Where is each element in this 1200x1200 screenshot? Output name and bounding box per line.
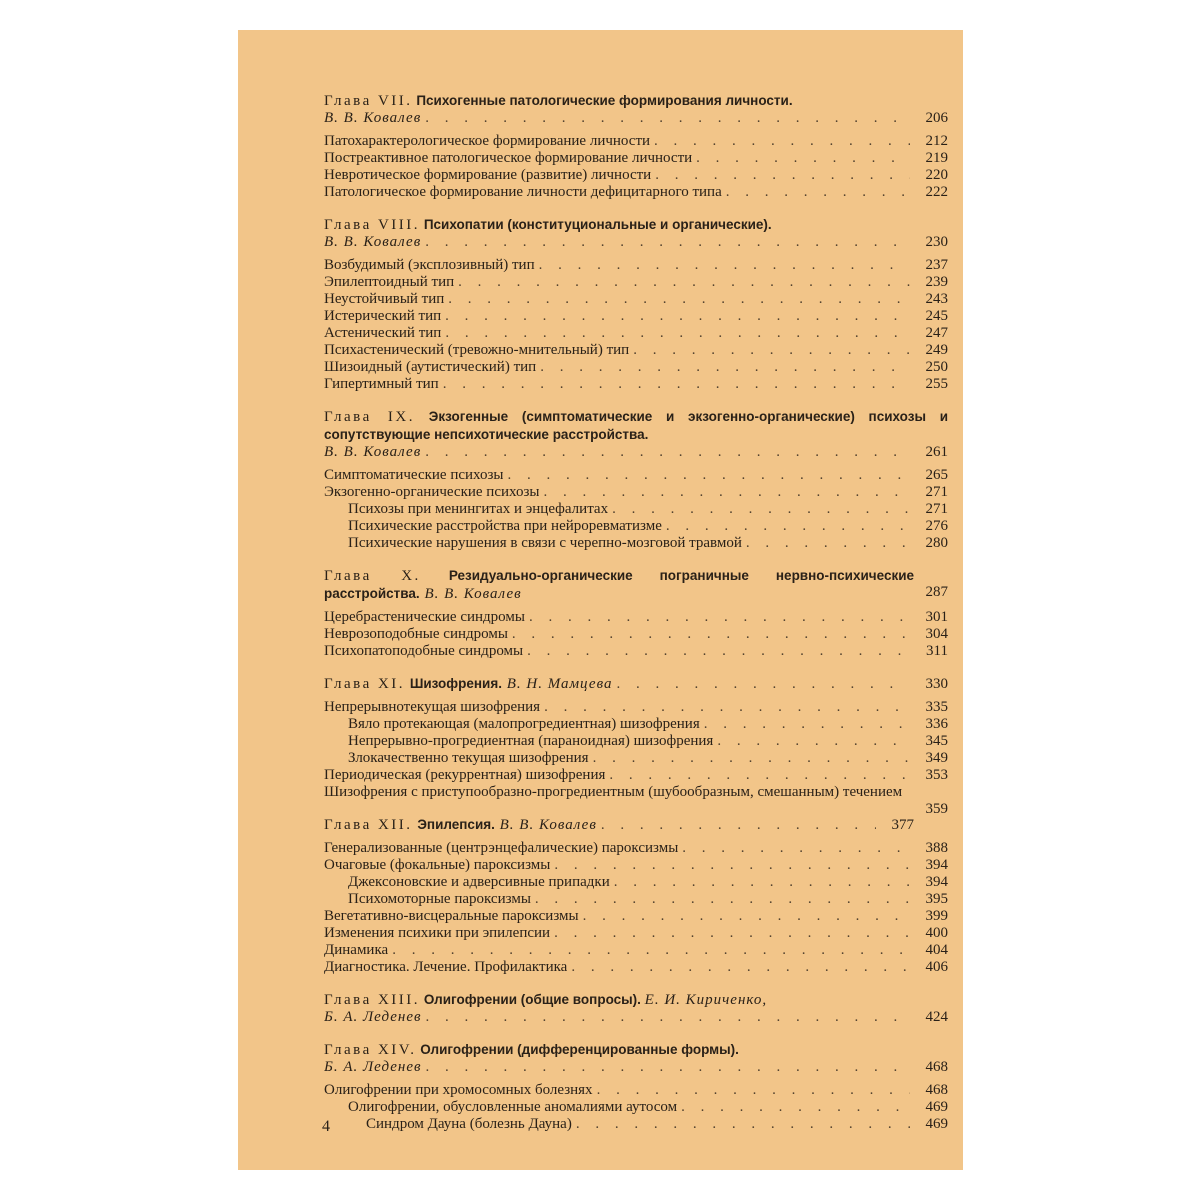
page-ref: 424 [925,1009,948,1025]
toc-entry[interactable] [324,291,948,308]
toc-entry-title: Непрерывно-прогредиентная (параноидная) шизофрения [348,733,714,749]
toc-entry-title: Вяло протекающая (малопрогредиентная) шизофрения [348,716,700,732]
toc-entry-title: Психические расстройства при нейроревматизме [348,518,662,534]
dot-leader [614,874,910,891]
page-ref: 239 [925,274,948,290]
toc-entry-title: Шизофрения с приступообразно-прогредиентным (шубообразным, смешанным) течением [324,784,903,800]
chapter-author: В. В. Ковалев [424,586,522,602]
dot-leader [576,1116,910,1133]
chapter-label: Глава VIII. [324,217,421,233]
chapter-heading [324,567,948,603]
chapter-title: Шизофрения. [409,676,502,691]
page-ref: 250 [925,359,948,375]
toc-entry[interactable] [324,501,948,518]
page-ref: 388 [925,840,948,856]
toc-entry-title: Истерический тип [324,308,442,324]
toc-entry[interactable] [324,150,948,167]
dot-leader [507,467,910,484]
dot-leader [554,857,910,874]
chapter-title: Экзогенные (симптоматические и экзогенно-органические) психозы и сопутствующие непсихотические расстройства. [324,409,948,442]
page-ref: 219 [925,150,948,166]
dot-leader [425,234,910,251]
dot-leader [426,1059,911,1076]
toc-entry-title: Неврозоподобные синдромы [324,626,508,642]
page-ref: 335 [925,699,948,715]
dot-leader [443,376,910,393]
chapter-entries [324,133,948,201]
page-ref: 399 [925,908,948,924]
page-ref: 265 [925,467,948,483]
dot-leader [666,518,910,535]
page-ref: 220 [925,167,948,183]
toc-entry[interactable] [324,308,948,325]
dot-leader [655,167,910,184]
chapter-label: Глава IX. [324,409,416,425]
toc-entry-title: Психозы при менингитах и энцефалитах [348,501,609,517]
chapter-entries [324,257,948,393]
chapter-label: Глава XIV. [324,1042,417,1058]
chapter-heading [324,816,914,834]
chapter-author: В. В. Ковалев [324,234,422,250]
page-ref: 349 [925,750,948,766]
page-ref: 330 [925,676,948,692]
toc-entry[interactable] [324,716,948,733]
chapter-author: В. В. Ковалев [324,444,422,460]
chapter-title: Психопатии (конституциональные и органические). [423,217,772,232]
page-ref: 377 [891,817,914,833]
dot-leader [717,733,910,750]
dot-leader [445,325,910,342]
dot-leader [445,308,910,325]
toc-entry-title: Динамика [324,942,389,958]
dot-leader [426,1009,911,1026]
toc-entry[interactable] [324,784,948,817]
page-ref: 287 [925,584,948,600]
toc-entry[interactable] [324,609,948,626]
toc-entry-title: Олигофрении, обусловленные аномалиями аутосом [348,1099,678,1115]
toc-entry-title: Психастенический (тревожно-мнительный) тип [324,342,630,358]
toc-entry[interactable] [324,750,948,767]
chapter-author: Б. А. Леденев [324,1059,422,1075]
page-number: 4 [322,1118,330,1135]
dot-leader [535,891,910,908]
toc-entry-title: Экзогенно-органические психозы [324,484,540,500]
page-ref: 301 [925,609,948,625]
toc-entry-title: Изменения психики при эпилепсии [324,925,551,941]
dot-leader [597,1082,910,1099]
toc-entry[interactable] [324,959,948,976]
toc-entry[interactable] [324,1082,948,1099]
page-ref: 247 [925,325,948,341]
dot-leader [540,359,910,376]
chapter-title: Олигофрении (общие вопросы). [423,992,641,1007]
page-ref: 359 [925,801,948,817]
dot-leader [458,274,910,291]
chapter [324,816,948,976]
page-ref: 249 [925,342,948,358]
chapter-heading [324,991,948,1009]
chapter-author: В. В. Ковалев [324,110,422,126]
chapter-author-row [324,1059,948,1076]
chapter-title: Олигофрении (дифференцированные формы). [420,1042,739,1057]
page-ref: 237 [925,257,948,273]
toc-entry-title: Эпилептоидный тип [324,274,455,290]
page-ref: 336 [925,716,948,732]
chapter-author: В. Н. Мамцева [506,676,613,692]
page-ref: 222 [925,184,948,200]
toc-entry-title: Непрерывнотекущая шизофрения [324,699,541,715]
toc-entry[interactable] [324,733,948,750]
chapter-title: Эпилепсия. [417,817,495,832]
toc-entry-title: Церебрастенические синдромы [324,609,525,625]
toc-entry-title: Патохарактерологическое формирование личности [324,133,651,149]
toc-entry[interactable] [324,376,948,393]
page-ref: 271 [925,484,948,500]
page-ref: 469 [925,1116,948,1132]
toc-entry-title: Астенический тип [324,325,442,341]
page-ref: 304 [925,626,948,642]
toc-entry[interactable] [324,908,948,925]
toc-entry-title: Джексоновские и адверсивные припадки [348,874,610,890]
toc-entry[interactable] [324,359,948,376]
toc-entry-title: Гипертимный тип [324,376,439,392]
chapter-label: Глава XI. [324,676,406,692]
dot-leader [425,444,910,461]
page-ref: 276 [925,518,948,534]
page-ref: 345 [925,733,948,749]
page-ref: 468 [925,1059,948,1075]
dot-leader [512,626,910,643]
dot-leader [681,1099,910,1116]
chapter-title: Резидуально-органические пограничные нервно-психические расстройства. [324,568,915,601]
toc-entry[interactable] [324,942,948,959]
dot-leader [682,840,910,857]
chapter [324,92,948,201]
dot-leader [609,767,910,784]
toc-entry[interactable] [324,767,948,784]
page-ref: 230 [925,234,948,250]
page-ref: 468 [925,1082,948,1098]
chapter-entries [324,840,948,976]
dot-leader [425,110,910,127]
dot-leader [617,676,911,693]
chapter-label: Глава X. [324,568,421,584]
toc-entry[interactable] [324,167,948,184]
page-ref: 406 [925,959,948,975]
toc-entry-title: Олигофрении при хромосомных болезнях [324,1082,593,1098]
chapter-title: Психогенные патологические формирования личности. [416,93,793,108]
page-ref: 469 [925,1099,948,1115]
toc-entry[interactable] [324,518,948,535]
dot-leader [571,959,910,976]
toc-entry[interactable] [324,274,948,291]
dot-leader [633,342,910,359]
dot-leader [543,484,910,501]
page-ref: 395 [925,891,948,907]
dot-leader [746,535,910,552]
dot-leader [539,257,910,274]
page-ref: 394 [925,857,948,873]
chapter-entries [324,609,948,660]
chapter [324,567,948,660]
chapter-heading [324,1041,948,1059]
chapter-author: В. В. Ковалев [499,817,597,833]
dot-leader [593,750,910,767]
toc-entry[interactable] [324,325,948,342]
chapter-author: Б. А. Леденев [324,1009,422,1025]
toc-entry[interactable] [324,857,948,874]
toc-entry-title: Психопатоподобные синдромы [324,643,524,659]
toc-entry[interactable] [324,342,948,359]
toc-entry[interactable] [324,1099,948,1116]
dot-leader [654,133,910,150]
page-ref: 243 [925,291,948,307]
chapter [324,216,948,393]
page-ref: 400 [925,925,948,941]
toc-entry-title: Злокачественно текущая шизофрения [348,750,589,766]
dot-leader [529,609,910,626]
toc-entry-title: Очаговые (фокальные) пароксизмы [324,857,551,873]
toc-entry[interactable] [324,699,948,716]
toc-entry[interactable] [324,257,948,274]
toc-entry-title: Симптоматические психозы [324,467,504,483]
toc-entry-title: Диагностика. Лечение. Профилактика [324,959,568,975]
chapter-author-row [324,234,948,251]
toc-entry-title: Шизоидный (аутистический) тип [324,359,537,375]
toc-entry[interactable] [324,925,948,942]
page-ref: 261 [925,444,948,460]
chapter [324,1041,948,1133]
toc-entry[interactable] [324,874,948,891]
page-ref: 394 [925,874,948,890]
toc-entry-title: Синдром Дауна (болезнь Дауна) [366,1116,572,1132]
toc-entry-title: Психические нарушения в связи с черепно-мозговой травмой [348,535,742,551]
dot-leader [448,291,910,308]
chapter-label: Глава XII. [324,817,413,833]
page-ref: 404 [925,942,948,958]
toc-entry-title: Невротическое формирование (развитие) личности [324,167,652,183]
toc-entry-title: Возбудимый (эксплозивный) тип [324,257,535,273]
page-ref: 280 [925,535,948,551]
table-of-contents [324,92,948,1133]
chapter-label: Глава VII. [324,93,413,109]
book-page [238,30,963,1170]
chapter-entries [324,699,948,817]
dot-leader [527,643,910,660]
chapter-author-row [324,110,948,127]
chapter-author-row [324,1009,948,1026]
page-ref: 311 [926,643,948,659]
dot-leader [612,501,910,518]
dot-leader [554,925,910,942]
dot-leader [601,817,876,834]
toc-entry-title: Постреактивное патологическое формирование личности [324,150,693,166]
chapter-heading [324,216,948,234]
chapter-heading [324,408,948,444]
dot-leader [392,942,910,959]
chapter-entries [324,467,948,552]
chapter-label: Глава XIII. [324,992,421,1008]
toc-entry[interactable] [324,184,948,201]
toc-entry[interactable] [324,626,948,643]
toc-entry-title: Вегетативно-висцеральные пароксизмы [324,908,579,924]
toc-entry-title: Патологическое формирование личности дефицитарного типа [324,184,722,200]
dot-leader [704,716,910,733]
chapter [324,675,948,817]
chapter-author-row [324,444,948,461]
chapter [324,408,948,552]
toc-entry-title: Психомоторные пароксизмы [348,891,531,907]
dot-leader [583,908,910,925]
page-ref: 255 [925,376,948,392]
toc-entry[interactable] [324,1116,948,1133]
toc-entry-title: Неустойчивый тип [324,291,445,307]
toc-entry[interactable] [324,484,948,501]
toc-entry[interactable] [324,891,948,908]
toc-entry[interactable] [324,840,948,857]
dot-leader [726,184,910,201]
chapter-author: Е. И. Кириченко, [644,992,768,1008]
toc-entry-title: Генерализованные (центрэнцефалические) пароксизмы [324,840,679,856]
chapter-heading [324,92,948,110]
toc-entry[interactable] [324,467,948,484]
dot-leader [544,699,910,716]
page-ref: 206 [925,110,948,126]
page-ref: 271 [925,501,948,517]
dot-leader [696,150,910,167]
page-ref: 245 [925,308,948,324]
page-ref: 353 [925,767,948,783]
chapter [324,991,948,1026]
toc-entry[interactable] [324,643,948,660]
chapter-heading [324,675,948,693]
toc-entry[interactable] [324,133,948,150]
toc-entry[interactable] [324,535,948,552]
page-ref: 212 [925,133,948,149]
toc-entry-title: Периодическая (рекуррентная) шизофрения [324,767,606,783]
chapter-entries [324,1082,948,1133]
